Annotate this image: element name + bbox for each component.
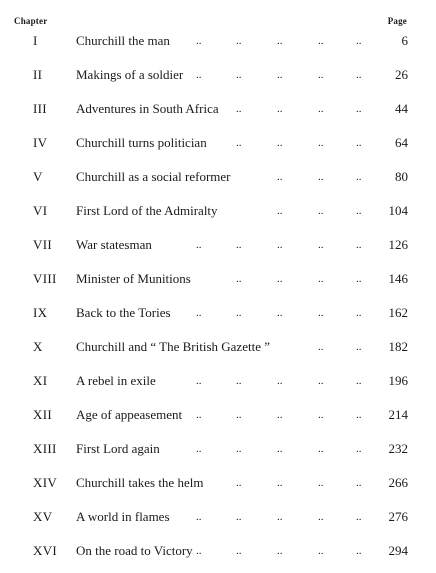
dot-leader: .. bbox=[318, 205, 324, 217]
dot-leader: .. bbox=[236, 35, 242, 47]
dot-leader: .. bbox=[236, 69, 242, 81]
toc-entry bbox=[0, 438, 436, 460]
page-number: 276 bbox=[388, 509, 408, 524]
toc-entry bbox=[0, 540, 436, 562]
dot-leader: .. bbox=[356, 341, 362, 353]
chapter-title: Adventures in South Africa bbox=[76, 101, 219, 116]
chapter-number: VI bbox=[33, 203, 48, 218]
dot-leader: .. bbox=[277, 545, 283, 557]
dot-leader: .. bbox=[236, 477, 242, 489]
toc-entry bbox=[0, 132, 436, 154]
dot-leader: .. bbox=[277, 409, 283, 421]
dot-leader: .. bbox=[318, 35, 324, 47]
chapter-number: XIII bbox=[33, 441, 57, 456]
dot-leader: .. bbox=[356, 103, 362, 115]
page-number: 214 bbox=[388, 407, 408, 422]
dot-leader: .. bbox=[318, 341, 324, 353]
chapter-title: War statesman bbox=[76, 237, 152, 252]
chapter-number: VIII bbox=[33, 271, 57, 286]
chapter-title: Churchill turns politician bbox=[76, 135, 207, 150]
dot-leader: .. bbox=[277, 205, 283, 217]
dot-leader: .. bbox=[318, 545, 324, 557]
dot-leader: .. bbox=[236, 511, 242, 523]
page-number: 26 bbox=[395, 67, 408, 82]
page-number: 6 bbox=[401, 33, 408, 48]
page-number: 126 bbox=[388, 237, 408, 252]
toc-entry bbox=[0, 200, 436, 222]
chapter-number: IV bbox=[33, 135, 48, 150]
chapter-title: Churchill as a social reformer bbox=[76, 169, 231, 184]
toc-entry bbox=[0, 370, 436, 392]
chapter-title: Churchill takes the helm bbox=[76, 475, 204, 490]
dot-leader: .. bbox=[356, 137, 362, 149]
dot-leader: .. bbox=[277, 477, 283, 489]
dot-leader: .. bbox=[318, 477, 324, 489]
dot-leader: .. bbox=[356, 477, 362, 489]
dot-leader: .. bbox=[318, 273, 324, 285]
dot-leader: .. bbox=[356, 171, 362, 183]
toc-entry bbox=[0, 98, 436, 120]
page-number: 64 bbox=[395, 135, 408, 150]
chapter-title: Age of appeasement bbox=[76, 407, 183, 422]
dot-leader: .. bbox=[318, 171, 324, 183]
dot-leader: .. bbox=[196, 545, 202, 557]
chapter-number: X bbox=[33, 339, 43, 354]
page-number: 80 bbox=[395, 169, 408, 184]
dot-leader: .. bbox=[236, 307, 242, 319]
dot-leader: .. bbox=[356, 375, 362, 387]
dot-leader: .. bbox=[236, 545, 242, 557]
chapter-title: A world in flames bbox=[76, 509, 170, 524]
dot-leader: .. bbox=[277, 375, 283, 387]
chapter-title: Churchill and “ The British Gazette ” bbox=[76, 339, 270, 354]
page-number: 266 bbox=[388, 475, 408, 490]
dot-leader: .. bbox=[356, 511, 362, 523]
dot-leader: .. bbox=[236, 443, 242, 455]
dot-leader: .. bbox=[196, 307, 202, 319]
dot-leader: .. bbox=[318, 375, 324, 387]
dot-leader: .. bbox=[277, 35, 283, 47]
dot-leader: .. bbox=[318, 103, 324, 115]
dot-leader: .. bbox=[356, 443, 362, 455]
dot-leader: .. bbox=[356, 307, 362, 319]
dot-leader: .. bbox=[277, 171, 283, 183]
dot-leader: .. bbox=[277, 443, 283, 455]
dot-leader: .. bbox=[356, 545, 362, 557]
chapter-title: Churchill the man bbox=[76, 33, 170, 48]
chapter-title: A rebel in exile bbox=[76, 373, 156, 388]
chapter-column-header: Chapter bbox=[14, 16, 48, 26]
toc-entry bbox=[0, 166, 436, 188]
dot-leader: .. bbox=[196, 375, 202, 387]
dot-leader: .. bbox=[196, 511, 202, 523]
dot-leader: .. bbox=[236, 409, 242, 421]
page-number: 146 bbox=[388, 271, 408, 286]
page-number: 182 bbox=[388, 339, 408, 354]
dot-leader: .. bbox=[277, 69, 283, 81]
dot-leader: .. bbox=[236, 375, 242, 387]
dot-leader: .. bbox=[318, 443, 324, 455]
chapter-number: III bbox=[33, 101, 47, 116]
toc-entry bbox=[0, 506, 436, 528]
chapter-number: XVI bbox=[33, 543, 58, 558]
chapter-title: First Lord again bbox=[76, 441, 160, 456]
dot-leader: .. bbox=[318, 69, 324, 81]
dot-leader: .. bbox=[277, 103, 283, 115]
page-number: 196 bbox=[388, 373, 408, 388]
dot-leader: .. bbox=[356, 205, 362, 217]
page-column-header: Page bbox=[387, 16, 407, 26]
dot-leader: .. bbox=[196, 69, 202, 81]
chapter-title: Back to the Tories bbox=[76, 305, 171, 320]
chapter-number: XIV bbox=[33, 475, 58, 490]
chapter-title: Minister of Munitions bbox=[76, 271, 191, 286]
page-number: 162 bbox=[388, 305, 408, 320]
chapter-number: XII bbox=[33, 407, 52, 422]
chapter-number: V bbox=[33, 169, 43, 184]
dot-leader: .. bbox=[277, 273, 283, 285]
page-number: 232 bbox=[388, 441, 408, 456]
chapter-number: I bbox=[33, 33, 38, 48]
dot-leader: .. bbox=[356, 69, 362, 81]
dot-leader: .. bbox=[196, 409, 202, 421]
dot-leader: .. bbox=[356, 273, 362, 285]
toc-entry bbox=[0, 404, 436, 426]
dot-leader: .. bbox=[196, 35, 202, 47]
dot-leader: .. bbox=[277, 511, 283, 523]
chapter-title: First Lord of the Admiralty bbox=[76, 203, 218, 218]
dot-leader: .. bbox=[236, 239, 242, 251]
toc-entry bbox=[0, 234, 436, 256]
dot-leader: .. bbox=[277, 307, 283, 319]
dot-leader: .. bbox=[318, 511, 324, 523]
chapter-number: II bbox=[33, 67, 43, 82]
chapter-number: IX bbox=[33, 305, 48, 320]
dot-leader: .. bbox=[356, 35, 362, 47]
toc-entry bbox=[0, 302, 436, 324]
page-number: 104 bbox=[388, 203, 408, 218]
toc-entry bbox=[0, 472, 436, 494]
toc-entry bbox=[0, 30, 436, 52]
dot-leader: .. bbox=[277, 137, 283, 149]
dot-leader: .. bbox=[356, 239, 362, 251]
toc-entry bbox=[0, 64, 436, 86]
page-number: 294 bbox=[388, 543, 408, 558]
chapter-number: XI bbox=[33, 373, 48, 388]
dot-leader: .. bbox=[318, 137, 324, 149]
page-number: 44 bbox=[395, 101, 408, 116]
chapter-title: Makings of a soldier bbox=[76, 67, 184, 82]
dot-leader: .. bbox=[318, 239, 324, 251]
dot-leader: .. bbox=[356, 409, 362, 421]
dot-leader: .. bbox=[236, 137, 242, 149]
dot-leader: .. bbox=[196, 443, 202, 455]
dot-leader: .. bbox=[277, 239, 283, 251]
dot-leader: .. bbox=[318, 307, 324, 319]
toc-entry bbox=[0, 336, 436, 358]
dot-leader: .. bbox=[196, 239, 202, 251]
chapter-number: XV bbox=[33, 509, 53, 524]
toc-entry bbox=[0, 268, 436, 290]
dot-leader: .. bbox=[318, 409, 324, 421]
chapter-title: On the road to Victory bbox=[76, 543, 193, 558]
chapter-number: VII bbox=[33, 237, 52, 252]
dot-leader: .. bbox=[236, 273, 242, 285]
dot-leader: .. bbox=[236, 103, 242, 115]
